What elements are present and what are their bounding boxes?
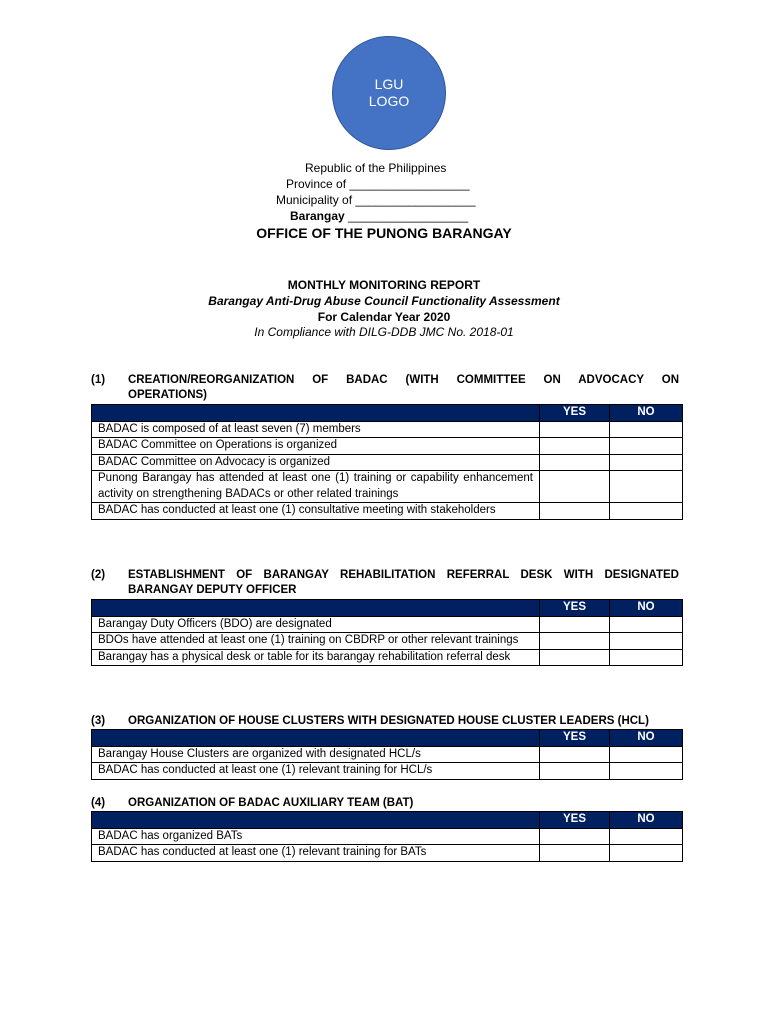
- section-title: CREATION/REORGANIZATION OF BADAC (WITH COMMITTEE ON ADVOCACY ON: [128, 374, 679, 386]
- barangay-line: [290, 209, 468, 223]
- item-column-header: [92, 730, 540, 747]
- no-column-header: NO: [610, 730, 683, 747]
- no-cell[interactable]: [610, 845, 683, 862]
- section-title: ORGANIZATION OF BADAC AUXILIARY TEAM (BAT): [128, 797, 414, 809]
- yes-cell[interactable]: [540, 746, 610, 763]
- section-4-heading: [91, 796, 679, 811]
- province-line: Province of __________________: [286, 177, 470, 191]
- criterion-text: Barangay Duty Officers (BDO) are designated: [92, 616, 540, 633]
- report-compliance: In Compliance with DILG-DDB JMC No. 2018-01: [254, 325, 514, 339]
- no-cell[interactable]: [610, 503, 683, 520]
- yes-column-header: YES: [540, 405, 610, 422]
- logo-line-2: LOGO: [368, 93, 410, 109]
- yes-cell[interactable]: [540, 454, 610, 471]
- table-row: [92, 454, 683, 471]
- criterion-text: BADAC has conducted at least one (1) relevant training for BATs: [92, 845, 540, 862]
- no-cell[interactable]: [610, 616, 683, 633]
- table-row: [92, 616, 683, 633]
- item-column-header: [92, 600, 540, 617]
- section-3-table: [91, 729, 683, 780]
- section-1-table: [91, 404, 683, 520]
- section-number: (1): [91, 374, 106, 386]
- no-cell[interactable]: [610, 746, 683, 763]
- table-row: [92, 828, 683, 845]
- no-cell[interactable]: [610, 454, 683, 471]
- criterion-text: BADAC has conducted at least one (1) consultative meeting with stakeholders: [92, 503, 540, 520]
- report-subtitle: Barangay Anti-Drug Abuse Council Functionality Assessment: [208, 294, 560, 308]
- section-title-cont: BARANGAY DEPUTY OFFICER: [128, 584, 297, 596]
- no-cell[interactable]: [610, 763, 683, 780]
- criterion-text: BDOs have attended at least one (1) training on CBDRP or other relevant trainings: [92, 633, 540, 650]
- municipality-line: Municipality of __________________: [276, 193, 476, 207]
- table-row: [92, 503, 683, 520]
- section-2-heading: [91, 568, 679, 598]
- no-cell[interactable]: [610, 421, 683, 438]
- section-4-table: [91, 811, 683, 862]
- table-row: [92, 845, 683, 862]
- no-cell[interactable]: [610, 438, 683, 455]
- no-column-header: NO: [610, 600, 683, 617]
- table-row: [92, 649, 683, 666]
- report-year: For Calendar Year 2020: [317, 310, 451, 324]
- no-cell[interactable]: [610, 471, 683, 503]
- table-row: [92, 746, 683, 763]
- lgu-logo-placeholder: [332, 36, 446, 150]
- yes-column-header: YES: [540, 812, 610, 829]
- yes-cell[interactable]: [540, 633, 610, 650]
- report-title: MONTHLY MONITORING REPORT: [287, 278, 481, 292]
- section-title: ORGANIZATION OF HOUSE CLUSTERS WITH DESIGNATED HOUSE CLUSTER LEADERS (HCL): [128, 715, 649, 727]
- no-cell[interactable]: [610, 633, 683, 650]
- yes-cell[interactable]: [540, 763, 610, 780]
- section-title-cont: OPERATIONS): [128, 389, 208, 401]
- republic-line: Republic of the Philippines: [305, 161, 447, 175]
- barangay-label: Barangay: [290, 209, 345, 223]
- table-row: [92, 763, 683, 780]
- no-cell[interactable]: [610, 828, 683, 845]
- table-row: [92, 471, 683, 503]
- section-1-heading: [91, 373, 679, 403]
- criterion-text: BADAC has organized BATs: [92, 828, 540, 845]
- criterion-text: Barangay House Clusters are organized with designated HCL/s: [92, 746, 540, 763]
- criterion-text: BADAC is composed of at least seven (7) members: [92, 421, 540, 438]
- office-title: OFFICE OF THE PUNONG BARANGAY: [256, 225, 512, 241]
- table-header-row: [92, 600, 683, 617]
- section-number: (4): [91, 797, 106, 809]
- criterion-text: Punong Barangay has attended at least one (1) training or capability enhancement activity on strengthening BADACs or other related trainings: [92, 471, 540, 503]
- criterion-text: BADAC has conducted at least one (1) relevant training for HCL/s: [92, 763, 540, 780]
- table-row: [92, 438, 683, 455]
- logo-line-1: LGU: [374, 76, 404, 92]
- no-column-header: NO: [610, 405, 683, 422]
- section-number: (2): [91, 569, 106, 581]
- yes-cell[interactable]: [540, 471, 610, 503]
- table-header-row: [92, 812, 683, 829]
- yes-cell[interactable]: [540, 649, 610, 666]
- section-title: ESTABLISHMENT OF BARANGAY REHABILITATION REFERRAL DESK WITH DESIGNATED: [128, 569, 679, 581]
- barangay-blank: __________________: [344, 209, 469, 223]
- yes-column-header: YES: [540, 600, 610, 617]
- yes-cell[interactable]: [540, 616, 610, 633]
- section-3-heading: [91, 714, 679, 729]
- yes-cell[interactable]: [540, 438, 610, 455]
- yes-column-header: YES: [540, 730, 610, 747]
- table-header-row: [92, 730, 683, 747]
- no-column-header: NO: [610, 812, 683, 829]
- item-column-header: [92, 405, 540, 422]
- no-cell[interactable]: [610, 649, 683, 666]
- criterion-text: Barangay has a physical desk or table for its barangay rehabilitation referral desk: [92, 649, 540, 666]
- yes-cell[interactable]: [540, 845, 610, 862]
- yes-cell[interactable]: [540, 421, 610, 438]
- criterion-text: BADAC Committee on Operations is organized: [92, 438, 540, 455]
- section-2-table: [91, 599, 683, 666]
- table-row: [92, 421, 683, 438]
- yes-cell[interactable]: [540, 503, 610, 520]
- table-header-row: [92, 405, 683, 422]
- criterion-text: BADAC Committee on Advocacy is organized: [92, 454, 540, 471]
- table-row: [92, 633, 683, 650]
- yes-cell[interactable]: [540, 828, 610, 845]
- item-column-header: [92, 812, 540, 829]
- section-number: (3): [91, 715, 106, 727]
